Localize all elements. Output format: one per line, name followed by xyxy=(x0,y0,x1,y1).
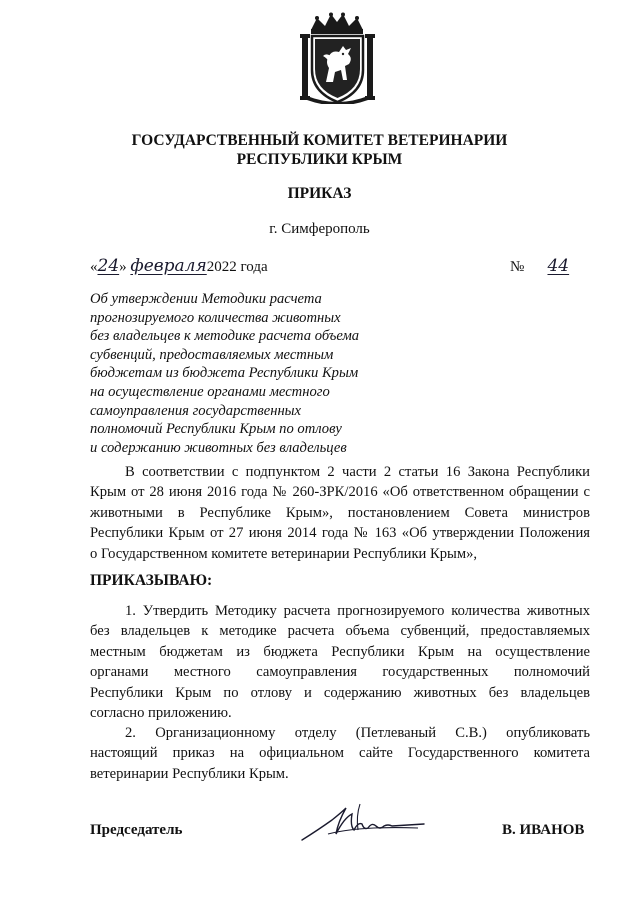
number-value: 44 xyxy=(547,256,570,276)
item-2-line: 2. Организационному отделу (Петлеваный С.В.) опубликовать xyxy=(125,725,590,741)
item-2-paragraph xyxy=(90,723,590,784)
signature-icon xyxy=(298,800,438,850)
order-number xyxy=(510,256,580,276)
subject-line: прогнозируемого количества животных xyxy=(90,309,341,326)
item-1-paragraph xyxy=(90,601,590,723)
order-subject xyxy=(90,290,390,457)
subject-line: Об утверждении Методики расчета xyxy=(90,291,322,307)
item-1-line: без владельцев к методике расчета объема субвенций, предоставляемых xyxy=(90,623,590,640)
organization-name xyxy=(0,131,639,169)
organization-name-line1: ГОСУДАРСТВЕННЫЙ КОМИТЕТ ВЕТЕРИНАРИИ xyxy=(131,132,508,149)
number-label: № xyxy=(510,259,525,275)
preamble-line: о Государственном комитете ветеринарии Республики Крым», xyxy=(90,545,478,562)
item-1-line: согласно приложению. xyxy=(90,705,232,722)
subject-line: самоуправления государственных xyxy=(90,402,302,419)
subject-line: полномочий Республики Крым по отлову xyxy=(90,421,342,438)
city: г. Симферополь xyxy=(269,221,370,237)
date-close-quote: » xyxy=(119,259,127,275)
preamble-line: Крым от 28 июня 2016 года № 260-ЗРК/2016 «Об ответственном обращении с xyxy=(90,484,590,501)
subject-line: субвенций, предоставляемых местным xyxy=(90,346,334,363)
item-1-line: Республики Крым по отлову и содержанию животных без владельцев xyxy=(90,684,590,701)
item-2-line: ветеринарии Республики Крым. xyxy=(90,765,289,782)
date-year: 2022 года xyxy=(206,259,268,275)
document-type: ПРИКАЗ xyxy=(287,185,352,202)
date-open-quote: « xyxy=(90,259,98,275)
subject-line: бюджетам из бюджета Республики Крым xyxy=(90,365,359,382)
subject-line: на осуществление органами местного xyxy=(90,383,330,400)
preamble-line: В соответствии с подпунктом 2 части 2 статьи 16 Закона Республики xyxy=(125,464,590,480)
organization-name-line2: РЕСПУБЛИКИ КРЫМ xyxy=(236,151,403,168)
item-1-line: органами местного самоуправления государственных полномочий xyxy=(90,664,590,681)
item-1-line: местным бюджетам из бюджета Республики Крым на осуществление xyxy=(90,643,590,660)
signatory-position: Председатель xyxy=(90,822,183,838)
order-directive: ПРИКАЗЫВАЮ: xyxy=(90,572,213,589)
preamble-paragraph xyxy=(90,462,590,564)
signatory-name: В. ИВАНОВ xyxy=(502,822,585,838)
order-date xyxy=(90,256,268,276)
subject-line: без владельцев к методике расчета объема xyxy=(90,328,360,345)
preamble-line: Республики Крым от 27 июня 2014 года № 163 «Об утверждении Положения xyxy=(90,525,590,542)
subject-line: и содержанию животных без владельцев xyxy=(90,439,347,456)
item-1-line: 1. Утвердить Методику расчета прогнозируемого количества животных xyxy=(125,603,590,619)
preamble-line: животными в Республике Крым», постановлением Совета министров xyxy=(90,504,590,521)
date-month: февраля xyxy=(130,256,207,276)
coat-of-arms-icon xyxy=(299,12,376,104)
item-2-line: настоящий приказ на официальном сайте Государственного комитета xyxy=(90,745,590,762)
date-day: 24 xyxy=(97,256,120,276)
